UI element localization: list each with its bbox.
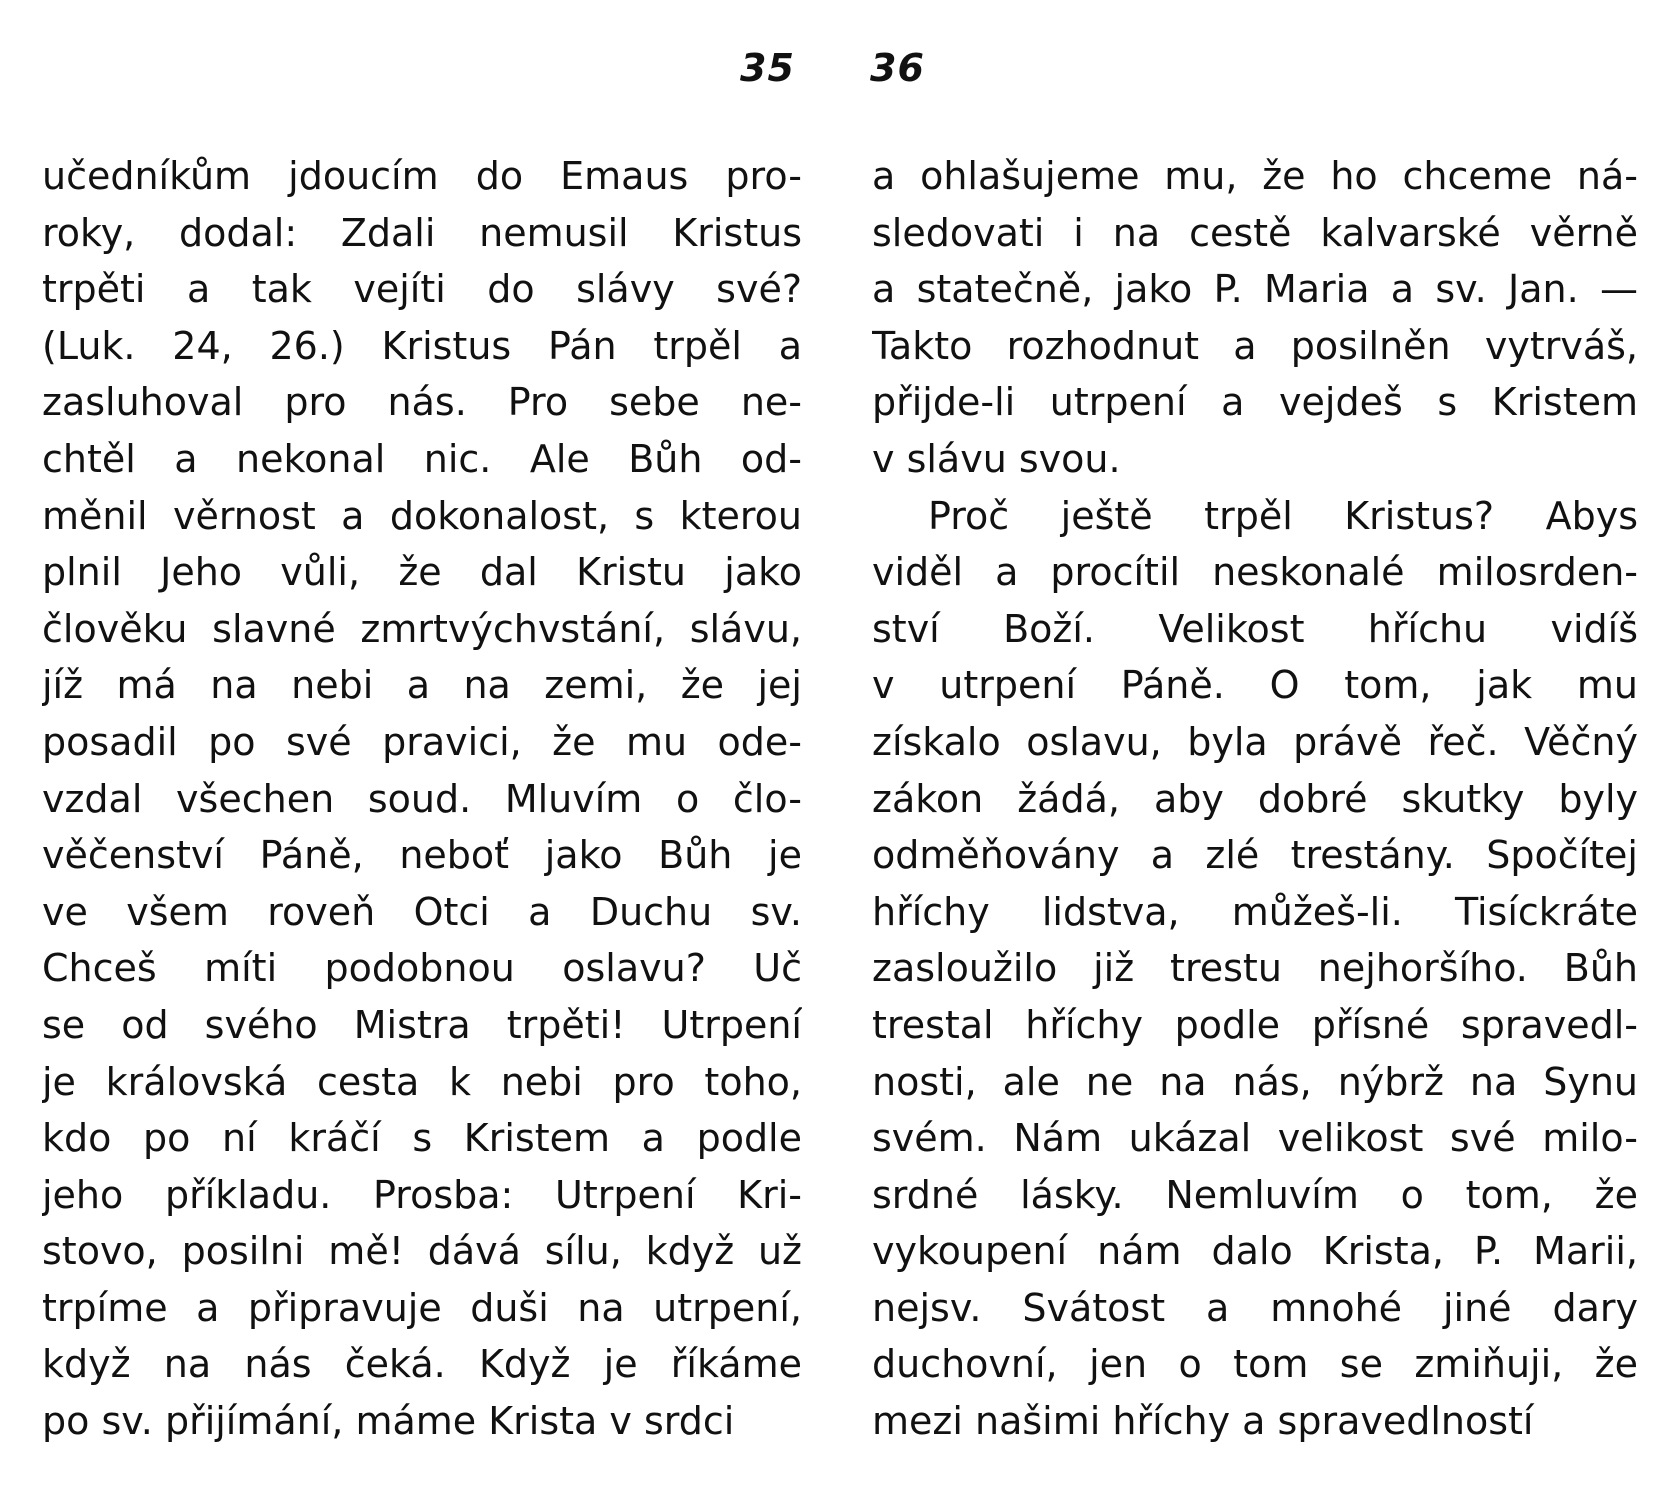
text-line: a statečně, jako P. Maria a sv. Jan. — <box>872 267 1638 312</box>
right-page-text <box>872 148 1638 1450</box>
page-number-right: 36 <box>870 46 925 90</box>
text-line: viděl a procítil neskonalé milosrden- <box>872 550 1638 595</box>
text-line: po sv. přijímání, máme Krista v srdci <box>42 1399 735 1444</box>
text-line: nosti, ale ne na nás, nýbrž na Synu <box>872 1059 1638 1104</box>
page-number-left: 35 <box>740 46 795 90</box>
text-line: plnil Jeho vůli, že dal Kristu jako <box>42 550 802 595</box>
text-line: zákon žádá, aby dobré skutky byly <box>872 776 1638 821</box>
text-line: je královská cesta k nebi pro toho, <box>42 1059 802 1104</box>
text-line: se od svého Mistra trpěti! Utrpení <box>42 1002 802 1047</box>
text-line: roky, dodal: Zdali nemusil Kristus <box>42 210 802 255</box>
text-line: srdné lásky. Nemluvím o tom, že <box>872 1172 1638 1217</box>
text-line: vykoupení nám dalo Krista, P. Marii, <box>872 1229 1638 1274</box>
text-line: posadil po své pravici, že mu ode- <box>42 719 802 764</box>
text-line: získalo oslavu, byla právě řeč. Věčný <box>872 719 1638 764</box>
text-line: hříchy lidstva, můžeš-li. Tisíckráte <box>872 889 1638 934</box>
text-line: přijde-li utrpení a vejdeš s Kristem <box>872 380 1638 425</box>
text-line: kdo po ní kráčí s Kristem a podle <box>42 1116 802 1161</box>
text-line: v slávu svou. <box>872 436 1121 481</box>
text-line: když na nás čeká. Když je říkáme <box>42 1342 802 1387</box>
text-line: trestal hříchy podle přísné spravedl- <box>872 1002 1638 1047</box>
text-line: jíž má na nebi a na zemi, že jej <box>42 663 802 708</box>
text-line: věčenství Páně, neboť jako Bůh je <box>42 833 802 878</box>
text-line: vzdal všechen soud. Mluvím o člo- <box>42 776 802 821</box>
text-line: Proč ještě trpěl Kristus? Abys <box>928 493 1638 538</box>
text-line: trpěti a tak vejíti do slávy své? <box>42 267 802 312</box>
text-line: odměňovány a zlé trestány. Spočítej <box>872 833 1638 878</box>
text-line: v utrpení Páně. O tom, jak mu <box>872 663 1638 708</box>
text-line: učedníkům jdoucím do Emaus pro- <box>42 154 802 198</box>
text-line: Chceš míti podobnou oslavu? Uč <box>42 946 802 991</box>
text-line: ve všem roveň Otci a Duchu sv. <box>42 889 802 934</box>
text-line: trpíme a připravuje duši na utrpení, <box>42 1285 802 1330</box>
text-line: stovo, posilni mě! dává sílu, když už <box>42 1229 802 1274</box>
text-line: mezi našimi hříchy a spravedlností <box>872 1399 1534 1444</box>
text-line: duchovní, jen o tom se zmiňuji, že <box>872 1342 1638 1387</box>
text-line: sledovati i na cestě kalvarské věrně <box>872 210 1638 255</box>
text-line: a ohlašujeme mu, že ho chceme ná- <box>872 154 1638 198</box>
text-line: měnil věrnost a dokonalost, s kterou <box>42 493 802 538</box>
text-line: člověku slavné zmrtvýchvstání, slávu, <box>42 606 802 651</box>
text-line: zasluhoval pro nás. Pro sebe ne- <box>42 380 802 425</box>
text-line: jeho příkladu. Prosba: Utrpení Kri- <box>42 1172 802 1217</box>
text-line: nejsv. Svátost a mnohé jiné dary <box>872 1285 1638 1330</box>
text-line: chtěl a nekonal nic. Ale Bůh od- <box>42 436 802 481</box>
left-page-text <box>42 148 802 1450</box>
text-line: (Luk. 24, 26.) Kristus Pán trpěl a <box>42 323 802 368</box>
text-line: zasloužilo již trestu nejhoršího. Bůh <box>872 946 1638 991</box>
text-line: ství Boží. Velikost hříchu vidíš <box>872 606 1638 651</box>
text-line: svém. Nám ukázal velikost své milo- <box>872 1116 1638 1161</box>
text-line: Takto rozhodnut a posilněn vytrváš, <box>872 323 1638 368</box>
